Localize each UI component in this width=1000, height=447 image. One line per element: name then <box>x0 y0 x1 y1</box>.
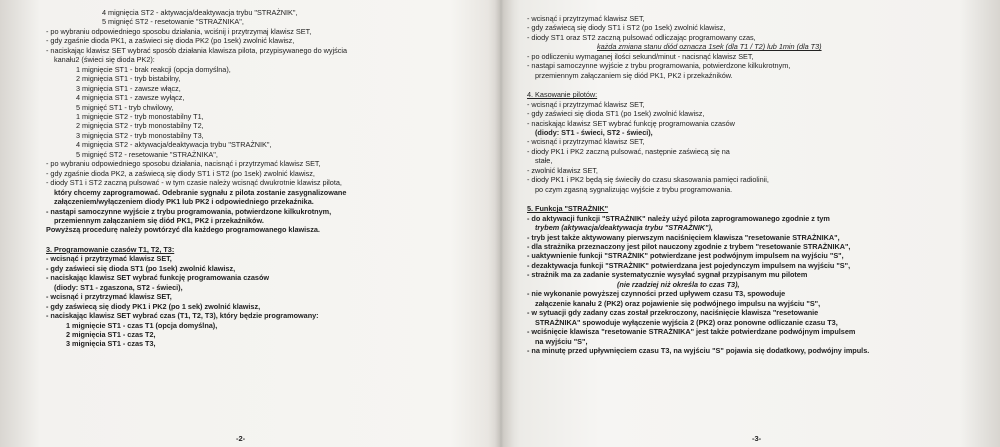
text-line: - w sytuacji gdy zadany czas został przekroczony, naciśnięcie klawisza "resetowanie <box>527 308 819 318</box>
text-line: na wyjściu "S", <box>535 336 588 346</box>
text-line: - wcisnąć i przytrzymać klawisz SET, <box>527 137 645 147</box>
text-line: - nastąpi samoczynne wyjście z trybu programowania, potwierdzone kilkukrotnym, <box>527 61 791 71</box>
text-line: - do aktywacji funkcji "STRAŻNIK" należy użyć pilota zaprogramowanego zgodnie z tym <box>527 213 830 223</box>
text-line: - wciśnięcie klawisza "resetowanie STRAŻNIKA" jest także potwierdzane podwójnym impulsem <box>527 327 856 337</box>
text-line: (diody: ST1 - świeci, ST2 - świeci), <box>535 127 653 137</box>
text-line: po czym zgasną sygnalizując wyjście z trybu programowania. <box>535 184 733 194</box>
text-line: 4 mignięcia ST2 - aktywacja/deaktywacja trybu "STRAŻNIK", <box>102 8 298 17</box>
text-line: - wcisnąć i przytrzymać klawisz SET, <box>46 254 172 264</box>
section-heading: 5. Funkcja "STRAŻNIK" <box>527 204 609 214</box>
text-line: (nie rzadziej niż określa to czas T3), <box>617 279 740 289</box>
text-line: 2 mignięcia ST2 - tryb monostabilny T2, <box>76 121 204 131</box>
text-line: 3 mignięcia ST2 - tryb monostabilny T3, <box>76 130 204 140</box>
text-line: stałe, <box>535 156 553 166</box>
section-heading: 3. Programowanie czasów T1, T2, T3: <box>46 244 175 254</box>
text-line: Powyższą procedurę należy powtórzyć dla każdego programowanego klawisza. <box>46 225 320 235</box>
text-line: - gdy zaświeci się dioda ST1 (po 1sek) zwolnić klawisz, <box>527 109 705 119</box>
text-line: - diody ST1 i ST2 zaczną pulsować - w tym czasie należy wcisnąć dwukrotnie klawisz pilota, <box>46 178 342 188</box>
text-line: kanału2 (świeci się dioda PK2): <box>54 55 155 65</box>
text-line: - po odliczeniu wymaganej ilości sekund/minut - nacisnąć klawisz SET, <box>527 51 754 61</box>
right-page <box>505 0 1000 447</box>
text-line: - zwolnić klawisz SET, <box>527 165 598 175</box>
text-line: 2 mignięcia ST1 - tryb bistabilny, <box>76 74 181 84</box>
text-line: - strażnik ma za zadanie systematycznie wysyłać sygnał przypisanym mu pilotem <box>527 270 808 280</box>
text-line: - nie wykonanie powyższej czynności przed upływem czasu T3, spowoduje <box>527 289 786 299</box>
text-line: załączenie kanału 2 (PK2) oraz pojawienie się podwójnego impulsu na wyjściu "S", <box>535 298 821 308</box>
text-line: 2 mignięcia ST1 - czas T2, <box>66 329 156 339</box>
text-line: 3 mignięcia ST1 - czas T3, <box>66 339 156 349</box>
text-line: - dla strażnika przeznaczony jest pilot nauczony zgodnie z trybem "resetowanie STRAŻNIKA", <box>527 241 851 251</box>
text-line: 5 mignięć ST1 - tryb chwilowy, <box>76 102 174 112</box>
text-line: - tryb jest także aktywowany pierwszym naciśnięciem klawisza "resetowanie STRAŻNIKA", <box>527 232 840 242</box>
text-line: 3 mignięcia ST1 - zawsze włącz, <box>76 83 181 93</box>
text-line: 4 mignięcia ST2 - aktywacja/deaktywacja trybu "STRAŻNIK", <box>76 140 272 150</box>
text-line: - naciskając klawisz SET wybrać funkcję programowania czasów <box>527 118 735 128</box>
text-line: - naciskając klawisz SET wybrać czas (T1, T2, T3), który będzie programowany: <box>46 311 319 321</box>
text-line: - gdy zgaśnie dioda PK2, a zaświecą się diody ST1 i ST2 (po 1sek) zwolnić klawisz, <box>46 168 315 178</box>
text-line: - nastąpi samoczynne wyjście z trybu programowania, potwierdzone kilkukrotnym, <box>46 206 332 216</box>
text-line: (diody: ST1 - zgaszona, ST2 - świeci), <box>54 282 183 292</box>
text-line: 1 mignięcie ST1 - brak reakcji (opcja domyślna), <box>76 64 231 74</box>
text-line: trybem (aktywacja/deaktywacja trybu "STRAŻNIK"), <box>535 223 713 233</box>
text-line: - naciskając klawisz SET wybrać sposób działania klawisza pilota, przypisywanego do wyjścia <box>46 45 347 55</box>
text-line: STRAŻNIKA" spowoduje wyłączenie wyjścia 2 (PK2) oraz ponowne odliczanie czasu T3, <box>535 317 838 327</box>
text-line: - wcisnąć i przytrzymać klawisz SET, <box>527 14 645 23</box>
text-line: - diody PK1 i PK2 zaczną pulsować, następnie zaświecą się na <box>527 146 730 156</box>
text-line: - diody PK1 i PK2 będą się świeciły do czasu skasowania pamięci radiolinii, <box>527 175 769 185</box>
text-line: 5 mignięć ST2 - resetowanie "STRAŻNIKA", <box>76 149 218 159</box>
text-line: załączeniem/wyłączeniem diody PK1 lub PK2 i odpowiedniego przekaźnika. <box>54 197 314 207</box>
text-line: - diody ST1 oraz ST2 zaczną pulsować odliczając programowany czas, <box>527 32 756 42</box>
page-number-left: -2- <box>236 434 246 443</box>
text-line: - naciskając klawisz SET wybrać funkcję programowania czasów <box>46 273 270 283</box>
text-line: 1 mignięcie ST1 - czas T1 (opcja domyślna), <box>66 320 218 330</box>
section-heading: 4. Kasowanie pilotów: <box>527 90 598 100</box>
text-line: - po wybraniu odpowiedniego sposobu działania, nacisnąć i przytrzymać klawisz SET, <box>46 159 321 169</box>
text-line: - wcisnąć i przytrzymać klawisz SET, <box>527 99 645 109</box>
text-line: - po wybraniu odpowiedniego sposobu działania, wciśnij i przytrzymaj klawisz SET, <box>46 26 312 36</box>
text-line: - uaktywnienie funkcji "STRAŻNIK" potwierdzane jest podwójnym impulsem na wyjściu "S", <box>527 251 844 261</box>
text-line: - dezaktywacja funkcji "STRAŻNIK" potwierdzana jest pojedynczym impulsem na wyjściu "S", <box>527 260 851 270</box>
text-line: 4 mignięcia ST1 - zawsze wyłącz, <box>76 93 185 103</box>
text-line: - wcisnąć i przytrzymać klawisz SET, <box>46 292 172 302</box>
page-number-right: -3- <box>752 434 762 443</box>
text-line: - gdy zaświecą się diody PK1 i PK2 (po 1 sek) zwolnić klawisz, <box>46 301 261 311</box>
left-page <box>0 0 497 447</box>
text-line: 5 mignięć ST2 - resetowanie "STRAŻNIKA", <box>102 17 244 27</box>
text-line: który chcemy zaprogramować. Odebranie sygnału z pilota zostanie zasygnalizowane <box>54 187 347 197</box>
text-line: - na minutę przed upływnięciem czasu T3, na wyjściu "S" pojawia się dodatkowy, podwójny impuls. <box>527 345 870 355</box>
text-line: przemiennym załączaniem się diód PK1, PK2 i przekaźników. <box>535 70 733 80</box>
text-line: - gdy zaświeci się dioda ST1 (po 1sek) zwolnić klawisz, <box>46 263 236 273</box>
text-line: 1 mignięcie ST2 - tryb monostabilny T1, <box>76 111 204 121</box>
text-line: - gdy zaświecą się diody ST1 i ST2 (po 1sek) zwolnić klawisz, <box>527 23 726 33</box>
text-line: - gdy zgaśnie dioda PK1, a zaświeci się dioda PK2 (po 1sek) zwolnić klawisz, <box>46 36 295 46</box>
text-line: przemiennym załączaniem się diód PK1, PK2 i przekaźników. <box>54 215 264 225</box>
text-line: każda zmiana stanu diód oznacza 1sek (dla T1 / T2) lub 1min (dla T3) <box>597 42 822 52</box>
